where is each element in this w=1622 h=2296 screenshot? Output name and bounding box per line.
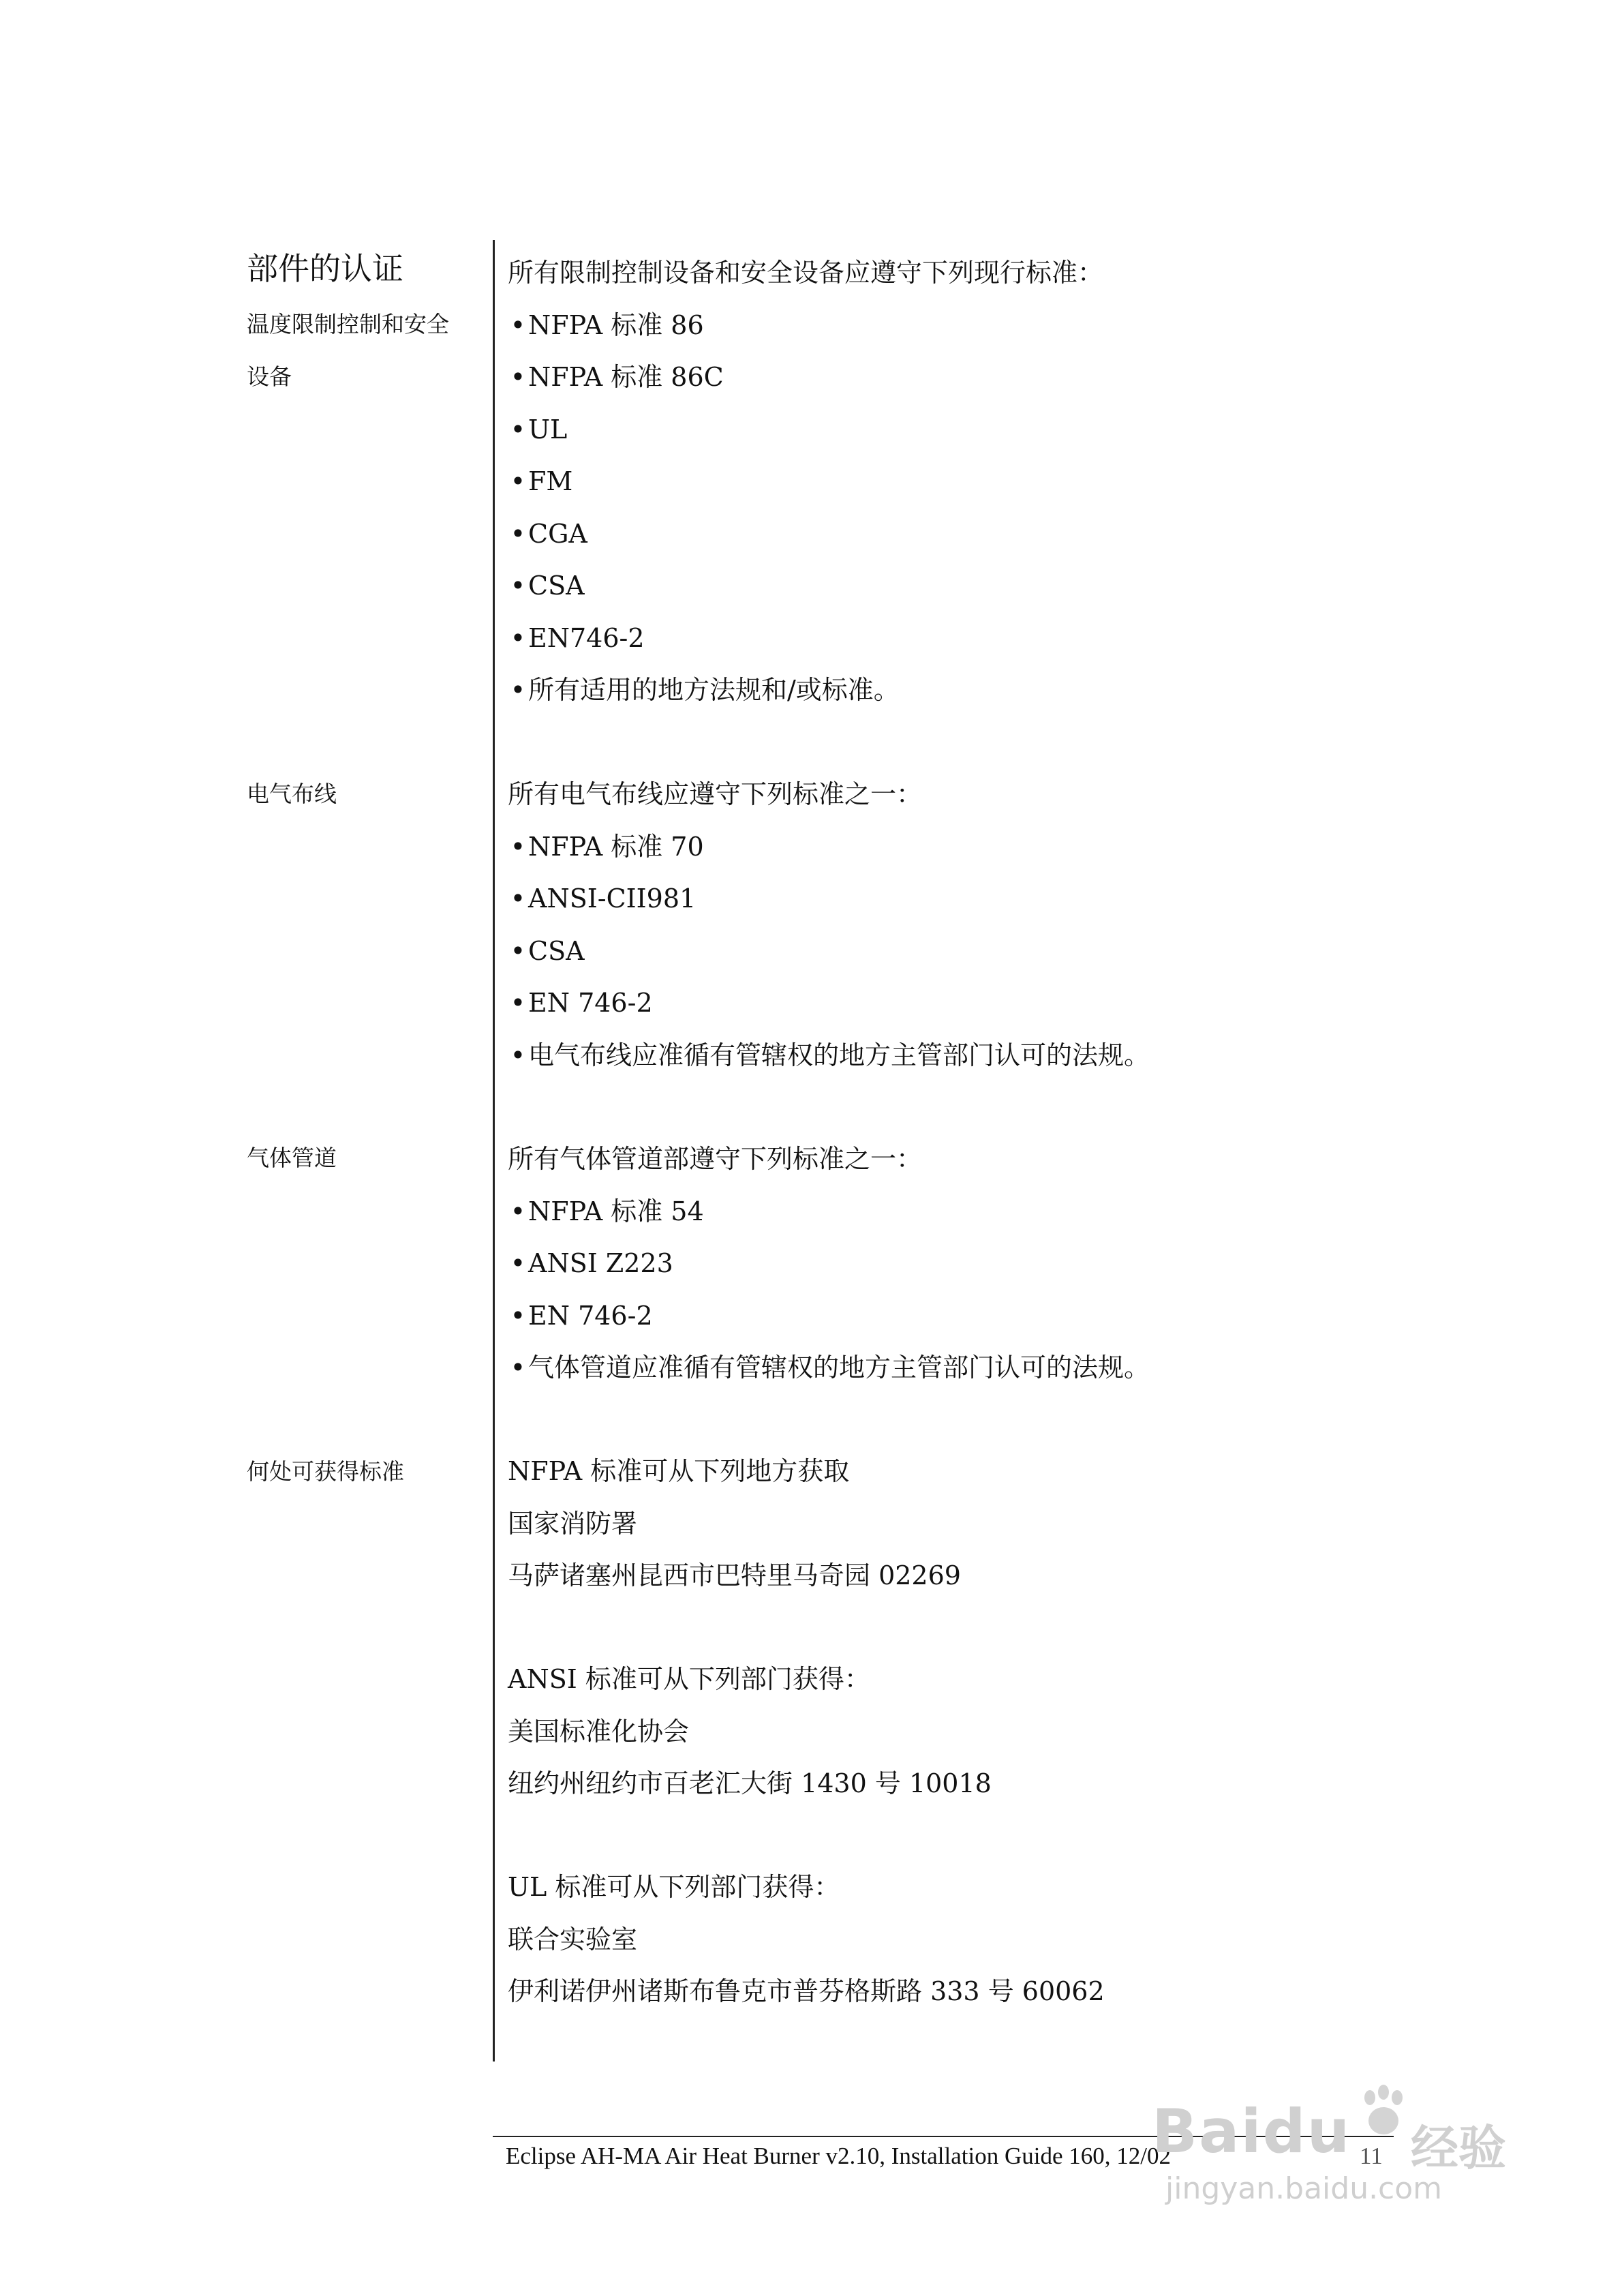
section-intro: 所有气体管道部遵守下列标准之一： xyxy=(508,1144,923,1174)
section-ul-source xyxy=(508,1861,1105,2018)
section-intro: 所有电气布线应遵守下列标准之一： xyxy=(508,779,923,809)
list-item: • EN 746-2 xyxy=(508,1290,1150,1342)
section-nfpa-source xyxy=(508,1445,961,1602)
source-line: 马萨诸塞州昆西市巴特里马奇园 02269 xyxy=(508,1560,961,1590)
list-item: • ANSI-CII981 xyxy=(508,873,1150,925)
list-item: • 所有适用的地方法规和/或标准。 xyxy=(508,664,1103,716)
heading-temperature-line2: 设备 xyxy=(247,363,292,390)
source-line: UL 标准可从下列部门获得： xyxy=(508,1872,840,1902)
section-ansi-source xyxy=(508,1653,992,1810)
list-item: • NFPA 标准 86 xyxy=(508,299,1103,352)
list-item: • ANSI Z223 xyxy=(508,1237,1150,1290)
footer-text: Eclipse AH-MA Air Heat Burner v2.10, Installation Guide 160, 12/02 xyxy=(506,2143,1171,2169)
list-item: • UL xyxy=(508,404,1103,456)
left-headings-1 xyxy=(247,239,449,403)
source-line: 联合实验室 xyxy=(508,1924,638,1954)
baidu-watermark xyxy=(1152,2083,1533,2212)
section-intro: 所有限制控制设备和安全设备应遵守下列现行标准： xyxy=(508,258,1104,288)
heading-where-to-obtain: 何处可获得标准 xyxy=(247,1458,404,1485)
heading-electrical: 电气布线 xyxy=(247,781,337,807)
column-divider xyxy=(493,240,495,2061)
list-item: • EN 746-2 xyxy=(508,977,1150,1029)
watermark-logo: Baidu xyxy=(1152,2096,1351,2166)
list-item: • NFPA 标准 86C xyxy=(508,351,1103,404)
list-item: • NFPA 标准 70 xyxy=(508,821,1150,873)
source-line: 美国标准化协会 xyxy=(508,1716,690,1747)
source-line: ANSI 标准可从下列部门获得： xyxy=(508,1664,870,1694)
section-safety-devices xyxy=(508,247,1103,716)
list-item: • 电气布线应准循有管辖权的地方主管部门认可的法规。 xyxy=(508,1029,1150,1082)
paw-icon xyxy=(1356,2083,1411,2144)
list-item: • 气体管道应准循有管辖权的地方主管部门认可的法规。 xyxy=(508,1342,1150,1394)
watermark-brand: 经验 xyxy=(1411,2120,1506,2176)
heading-temperature-line1: 温度限制控制和安全 xyxy=(247,311,449,337)
footer-rule xyxy=(493,2136,1394,2137)
source-line: 纽约州纽约市百老汇大街 1430 号 10018 xyxy=(508,1768,992,1798)
list-item: • NFPA 标准 54 xyxy=(508,1185,1150,1238)
page-title: 部件的认证 xyxy=(247,250,403,287)
watermark-url: jingyan.baidu.com xyxy=(1165,2171,1443,2206)
list-item: • CSA xyxy=(508,560,1103,612)
source-line: NFPA 标准可从下列地方获取 xyxy=(508,1456,850,1486)
source-line: 伊利诺伊州诸斯布鲁克市普芬格斯路 333 号 60062 xyxy=(508,1976,1105,2006)
section-gas-piping xyxy=(508,1133,1150,1394)
heading-gas-piping: 气体管道 xyxy=(247,1145,337,1171)
section-electrical xyxy=(508,768,1150,1081)
list-item: • EN746-2 xyxy=(508,612,1103,665)
source-line: 国家消防署 xyxy=(508,1508,638,1539)
page-number: 11 xyxy=(1360,2143,1383,2169)
list-item: • CSA xyxy=(508,925,1150,978)
list-item: • FM xyxy=(508,455,1103,508)
list-item: • CGA xyxy=(508,508,1103,560)
